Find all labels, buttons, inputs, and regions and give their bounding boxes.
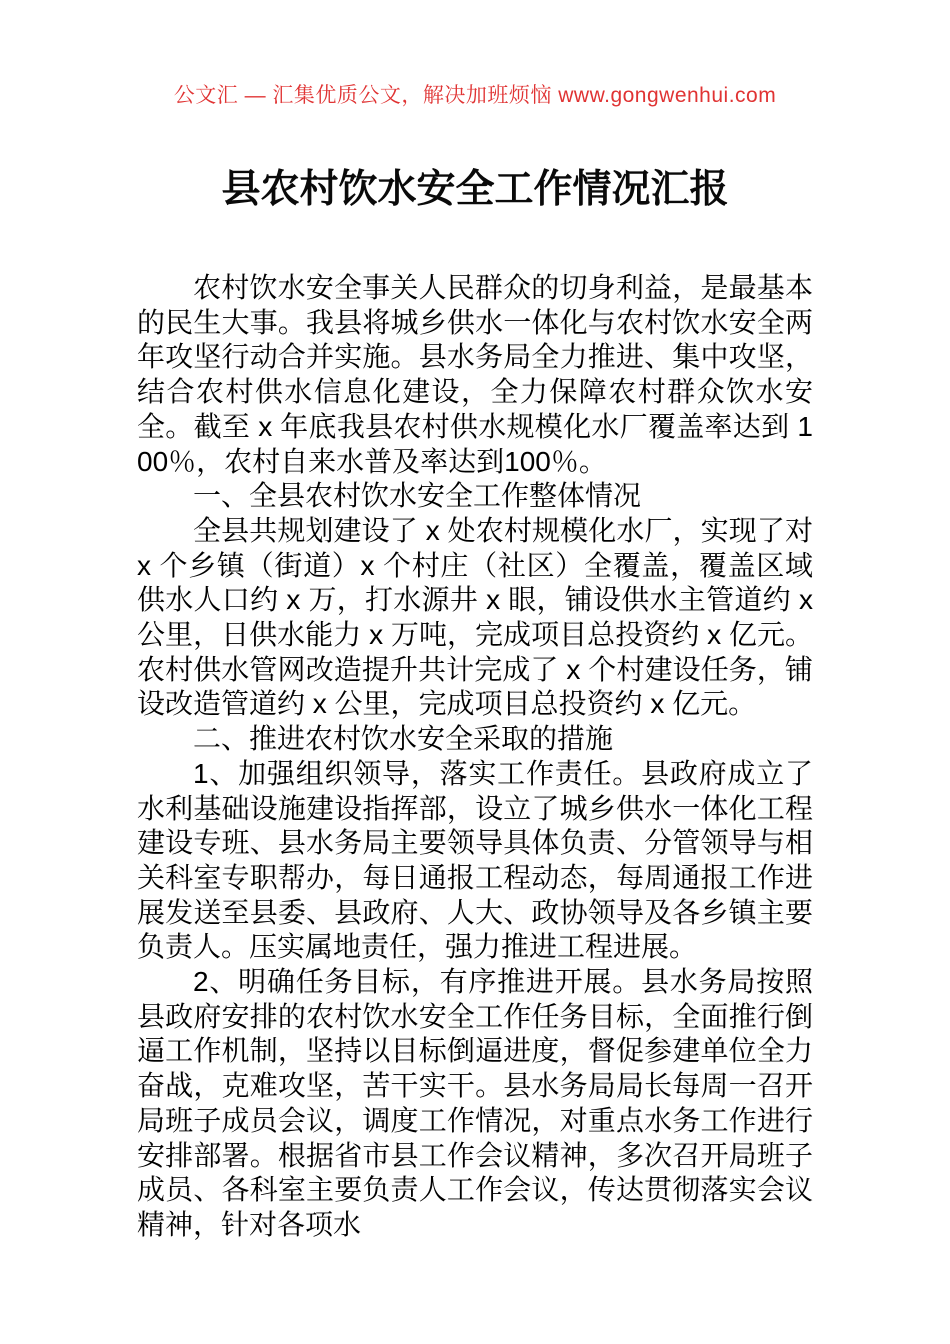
- paragraph-intro: 农村饮水安全事关人民群众的切身利益，是最基本的民生大事。我县将城乡供水一体化与农村饮水安全两年攻坚行动合并实施。县水务局全力推进、集中攻坚，结合农村供水信息化建设，全力保障农村群众饮水安全。截至 x 年底我县农村供水规模化水厂覆盖率达到 100％，农村自来水普及率达到100％。: [137, 272, 813, 477]
- document-body: [137, 271, 813, 1243]
- section-heading-2: 二、推进农村饮水安全采取的措施: [193, 723, 614, 755]
- paragraph-section-1: 全县共规划建设了 x 处农村规模化水厂，实现了对 x 个乡镇（街道）x 个村庄（社区）全覆盖，覆盖区域供水人口约 x 万，打水源井 x 眼，铺设供水主管道约 x 公里，日供水能力 x 万吨，完成项目总投资约 x 亿元。农村供水管网改造提升共计完成了 x 个村建设任务，铺设改造管道约 x 公里，完成项目总投资约 x 亿元。: [137, 514, 813, 720]
- paragraph-measure-2: 2、明确任务目标，有序推进开展。县水务局按照县政府安排的农村饮水安全工作任务目标，全面推行倒逼工作机制，坚持以目标倒逼进度，督促参建单位全力奋战，克难攻坚，苦干实干。县水务局局长每周一召开局班子成员会议，调度工作情况，对重点水务工作进行安排部署。根据省市县工作会议精神，多次召开局班子成员、各科室主要负责人工作会议，传达贯彻落实会议精神，针对各项水: [137, 966, 813, 1240]
- document-title: 县农村饮水安全工作情况汇报: [221, 168, 729, 211]
- site-watermark-header: 公文汇 — 汇集优质公文，解决加班烦恼 www.gongwenhui.com: [173, 84, 777, 107]
- paragraph-measure-1: 1、加强组织领导，落实工作责任。县政府成立了水利基础设施建设指挥部，设立了城乡供水一体化工程建设专班、县水务局主要领导具体负责、分管领导与相关科室专职帮办，每日通报工程动态，每周通报工作进展发送至县委、县政府、人大、政协领导及各乡镇主要负责人。压实属地责任，强力推进工程进展。: [137, 757, 813, 963]
- section-heading-1: 一、全县农村饮水安全工作整体情况: [193, 480, 642, 512]
